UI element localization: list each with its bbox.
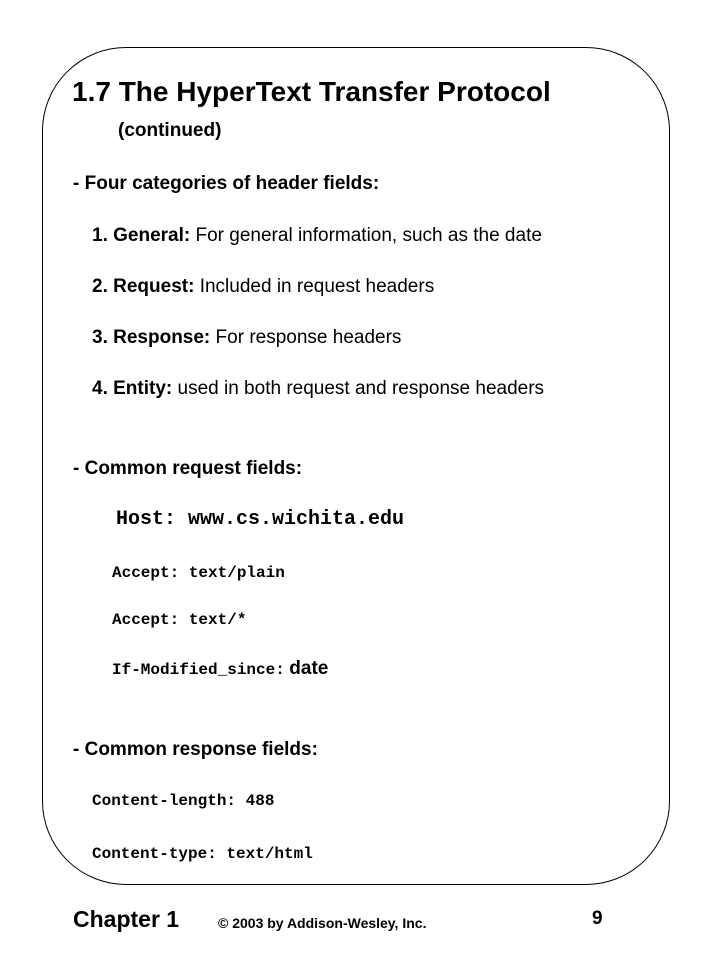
request-fields-heading: - Common request fields: bbox=[73, 458, 303, 479]
if-modified-value: date bbox=[289, 658, 329, 679]
category-label: 4. Entity: bbox=[92, 378, 173, 399]
host-field: Host: www.cs.wichita.edu bbox=[116, 508, 405, 531]
footer-chapter: Chapter 1 bbox=[73, 906, 180, 932]
accept-any-field: Accept: text/* bbox=[112, 611, 247, 629]
category-description: For response headers bbox=[215, 327, 402, 348]
category-item-entity bbox=[92, 378, 544, 400]
content-type-field: Content-type: text/html bbox=[92, 845, 313, 863]
response-fields-heading: - Common response fields: bbox=[73, 739, 318, 760]
page-number: 9 bbox=[592, 908, 603, 929]
category-label: 2. Request: bbox=[92, 276, 195, 297]
content-length-field: Content-length: 488 bbox=[92, 792, 275, 810]
accept-plain-field: Accept: text/plain bbox=[112, 564, 285, 582]
category-label: 1. General: bbox=[92, 225, 191, 246]
category-description: For general information, such as the date bbox=[195, 225, 542, 246]
slide-title: 1.7 The HyperText Transfer Protocol bbox=[72, 76, 551, 107]
category-item-response bbox=[92, 327, 401, 349]
category-description: Included in request headers bbox=[199, 276, 435, 297]
footer-copyright: © 2003 by Addison-Wesley, Inc. bbox=[218, 915, 427, 931]
header-categories-heading: - Four categories of header fields: bbox=[73, 173, 380, 194]
category-item-general bbox=[92, 225, 542, 247]
if-modified-label: If-Modified_since: bbox=[112, 661, 285, 679]
if-modified-field bbox=[112, 658, 328, 680]
category-label: 3. Response: bbox=[92, 327, 211, 348]
slide-subtitle: (continued) bbox=[118, 120, 222, 141]
category-item-request bbox=[92, 276, 434, 298]
category-description: used in both request and response headers bbox=[177, 378, 545, 399]
